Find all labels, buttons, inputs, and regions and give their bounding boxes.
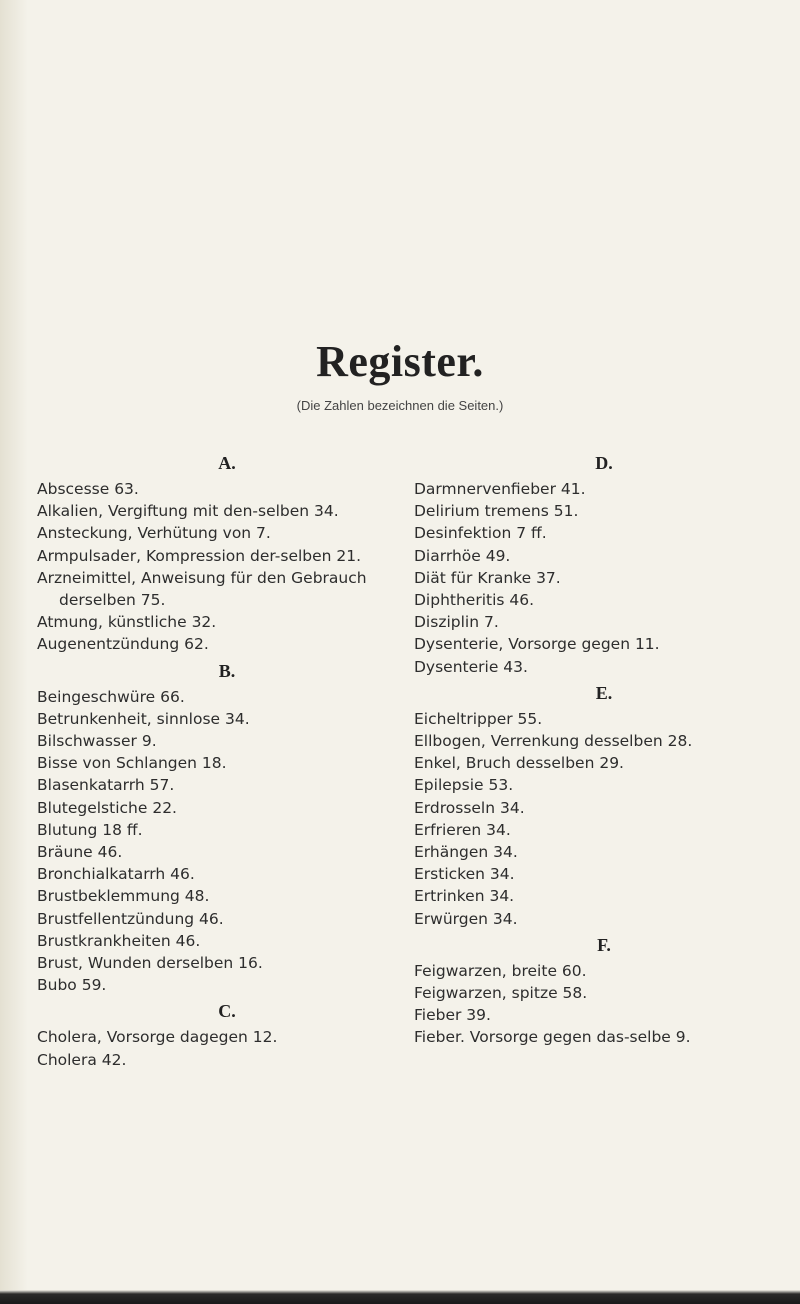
- index-entry: Darmnervenfieber 41.: [414, 480, 586, 498]
- right-column: [414, 448, 794, 1049]
- page-title: Register.: [316, 337, 484, 386]
- index-entry: Erwürgen 34.: [414, 909, 518, 928]
- index-entry: Augenentzündung 62.: [37, 635, 209, 654]
- index-entry: Desinfektion 7 ff.: [414, 524, 547, 543]
- index-entry: Enkel, Bruch desselben 29.: [414, 754, 624, 773]
- index-entry: Brustkrankheiten 46.: [37, 931, 201, 950]
- section-letter: D.: [595, 453, 613, 473]
- index-entry: Blutegelstiche 22.: [37, 798, 177, 817]
- section-letter: F.: [597, 934, 611, 955]
- page-edge-shadow: [0, 0, 28, 1304]
- index-entry: Alkalien, Vergiftung mit den-selben 34.: [37, 502, 339, 521]
- index-entry: Disziplin 7.: [414, 613, 499, 632]
- index-entry: Brust, Wunden derselben 16.: [37, 954, 263, 973]
- index-entry: Diät für Kranke 37.: [414, 568, 561, 587]
- index-entry: Beingeschwüre 66.: [37, 687, 185, 706]
- index-entry: Brustbeklemmung 48.: [37, 887, 210, 906]
- page-subtitle: (Die Zahlen bezeichnen die Seiten.): [296, 398, 504, 413]
- index-entry: Feigwarzen, breite 60.: [414, 961, 587, 980]
- index-entry: Bräune 46.: [37, 843, 123, 862]
- index-entry: Ertrinken 34.: [414, 887, 515, 906]
- index-entry: Brustfellentzündung 46.: [37, 909, 224, 928]
- index-entry: Epilepsie 53.: [414, 776, 514, 795]
- page-bottom-edge: [0, 1290, 800, 1304]
- index-entry: Bronchialkatarrh 46.: [37, 865, 195, 884]
- index-entry: Delirium tremens 51.: [414, 502, 579, 521]
- index-entry: Diphtheritis 46.: [414, 591, 535, 610]
- index-entry: Erhängen 34.: [414, 843, 518, 862]
- index-entry: Bilschwasser 9.: [37, 732, 157, 751]
- index-entry: Bubo 59.: [37, 976, 107, 995]
- section-a: [37, 450, 417, 656]
- index-entry: Atmung, künstliche 32.: [37, 613, 217, 632]
- index-entry: Fieber 39.: [414, 1006, 491, 1025]
- index-entry: Ansteckung, Verhütung von 7.: [37, 524, 271, 543]
- index-entry: Arzneimittel, Anweisung für den Gebrauch derselben 75.: [37, 568, 367, 610]
- index-entry: Eicheltripper 55.: [414, 709, 543, 728]
- index-entry: Ersticken 34.: [414, 865, 515, 884]
- index-entry: Betrunkenheit, sinnlose 34.: [37, 709, 250, 728]
- index-entry: Bisse von Schlangen 18.: [37, 754, 227, 773]
- section-letter: E.: [595, 682, 613, 703]
- index-entry: Abscesse 63.: [37, 480, 139, 498]
- index-entry: Erfrieren 34.: [414, 820, 511, 839]
- index-entry: Blasenkatarrh 57.: [37, 776, 175, 795]
- index-entry: Ellbogen, Verrenkung desselben 28.: [414, 732, 693, 751]
- index-entry: Erdrosseln 34.: [414, 798, 525, 817]
- section-e: [414, 680, 794, 930]
- index-entry: Dysenterie 43.: [414, 657, 528, 676]
- index-entry: Blutung 18 ff.: [37, 820, 143, 839]
- section-letter: C.: [218, 1001, 236, 1022]
- index-entry: Cholera 42.: [37, 1050, 127, 1069]
- index-entry: Fieber. Vorsorge gegen das-selbe 9.: [414, 1028, 691, 1047]
- section-c: [37, 998, 417, 1070]
- index-entry: Cholera, Vorsorge dagegen 12.: [37, 1028, 278, 1047]
- index-entry: Dysenterie, Vorsorge gegen 11.: [414, 635, 660, 654]
- index-entry: Armpulsader, Kompression der-selben 21.: [37, 546, 362, 565]
- index-entry: Diarrhöe 49.: [414, 546, 511, 565]
- index-entry: Feigwarzen, spitze 58.: [414, 984, 588, 1003]
- section-letter: A.: [218, 453, 236, 473]
- section-b: [37, 658, 417, 997]
- section-f: [414, 932, 794, 1049]
- section-letter: B.: [218, 660, 236, 681]
- left-column: [37, 448, 417, 1071]
- section-d: [414, 450, 794, 678]
